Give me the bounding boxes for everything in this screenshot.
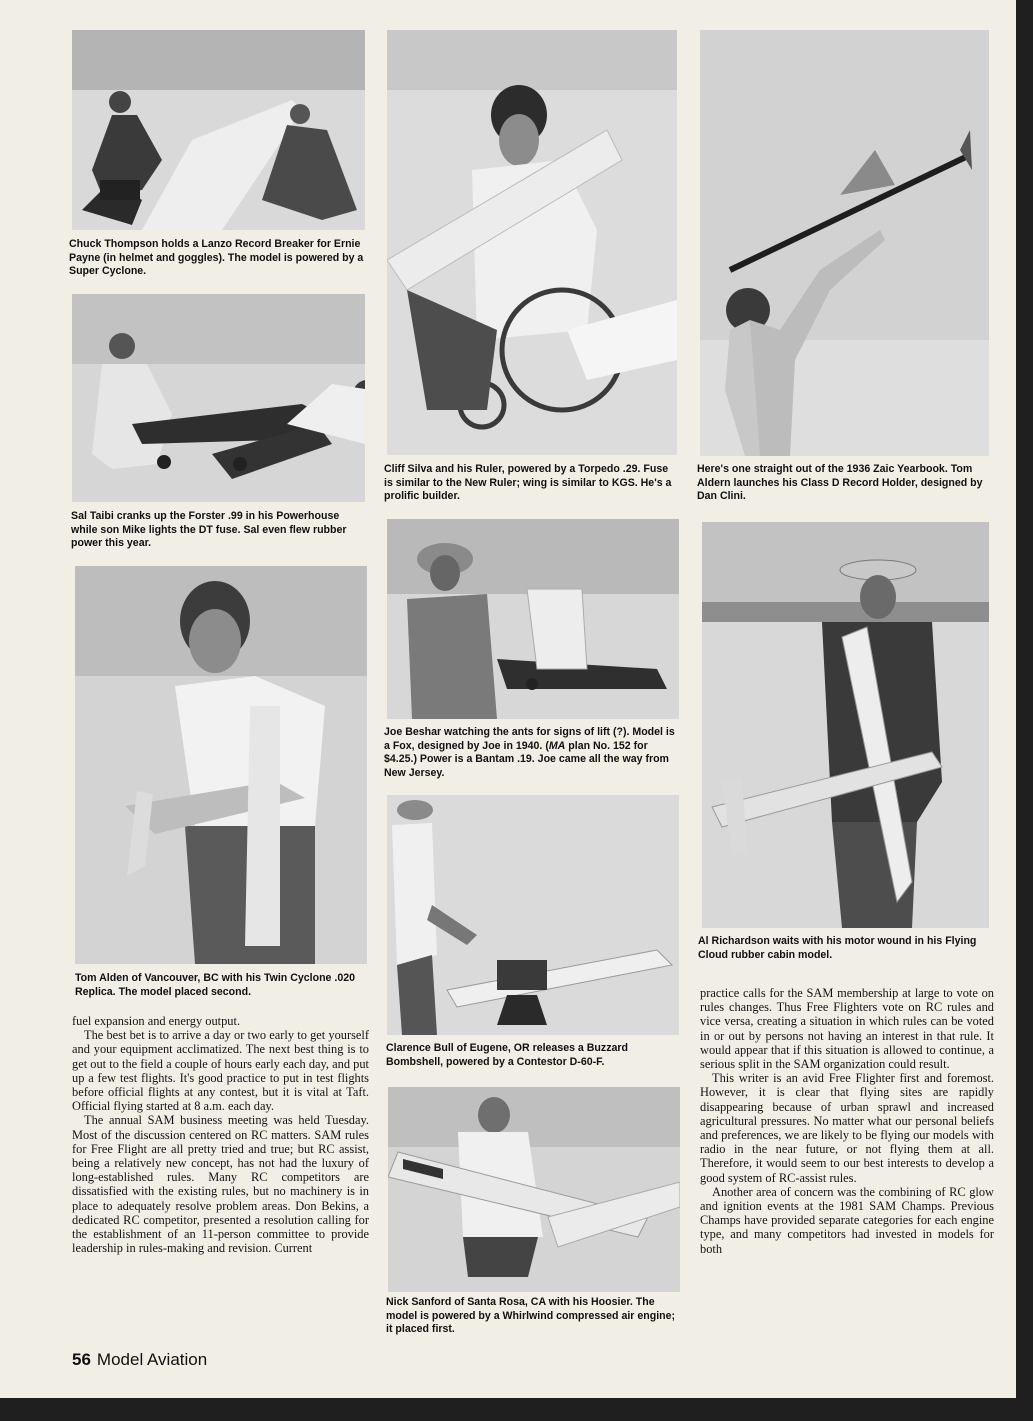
caption-joe-text-2: plan No. 152 for $4.25.) Power is a Bantam .19. Joe came all the way from New Jersey. (384, 739, 669, 779)
photo-cliff-silva (387, 30, 677, 455)
article-paragraph: Another area of concern was the combining of RC glow and ignition events at the 1981 SAM Champs. Previous Champs have provided separate categories for each engine type, and many competitors had invested in models for both (700, 1184, 994, 1256)
article-paragraph: The best bet is to arrive a day or two early to get yourself and your equipment acclimatized. The next best thing is to get out to the field a couple of hours early each day, and put up a few test flights. It's good practice to put in test flights before official flights at any contest, but it is vital at Taft. Official flying started at 8 a.m. each day. (72, 1028, 369, 1114)
article-paragraph: fuel expansion and energy output. (72, 1014, 241, 1028)
photo-joe-beshar (387, 519, 679, 719)
photo-zaic-yearbook (700, 30, 989, 456)
caption-clarence-bull: Clarence Bull of Eugene, OR releases a Buzzard Bombshell, powered by a Contestor D-60-F. (386, 1042, 628, 1068)
photo-chuck-thompson (72, 30, 365, 230)
photo-nick-sanford (388, 1087, 680, 1292)
article-paragraph: The annual SAM business meeting was held Tuesday. Most of the discussion centered on RC matters. SAM rules for Free Flight are all pretty tried and true; but RC assist, being a relatively new concept, has not had the luxury of long-established rules. Many RC competitors are dissatisfied with the existing rules, but no machinery is in place to adequately resolve problem areas. Don Bekins, a dedicated RC competitor, presented a resolution calling for the establishment of an 11-person committee to provide leadership in rules-making and revision. Current (72, 1113, 369, 1256)
article-paragraph: practice calls for the SAM membership at large to vote on rules changes. Thus Free Flighters vote on RC rules and vice versa, creating a situation in which rules can be voted in or out by persons not having an interest in that rule. It would appear that if this situation is allowed to continue, a serious split in the SAM organization could result. (700, 986, 994, 1072)
article-text-left (72, 1014, 369, 1255)
caption-joe-beshar (384, 726, 679, 780)
photo-al-richardson (702, 522, 989, 928)
caption-cliff-silva: Cliff Silva and his Ruler, powered by a Torpedo .29. Fuse is similar to the New Ruler; wing is similar to KGS. He's a prolific builder. (384, 463, 672, 503)
caption-sal-taibi: Sal Taibi cranks up the Forster .99 in his Powerhouse while son Mike lights the DT fuse. Sal even flew rubber power this year. (71, 510, 347, 550)
photo-sal-taibi (72, 294, 365, 502)
caption-tom-alden: Tom Alden of Vancouver, BC with his Twin Cyclone .020 Replica. The model placed second. (75, 972, 355, 998)
article-paragraph: This writer is an avid Free Flighter first and foremost. However, it is clear that flying sites are rapidly disappearing because of urban sprawl and increased agricultural pressures. No matter what our personal beliefs and preferences, we are likely to be flying our models with radio in the near future, or not flying them at all. Therefore, it would seem to our best interests to develop a good system of RC-assist rules. (700, 1071, 994, 1185)
photo-tom-alden (75, 566, 367, 964)
page-footer (72, 1350, 207, 1370)
caption-al-richardson: Al Richardson waits with his motor wound in his Flying Cloud rubber cabin model. (698, 935, 977, 961)
page-number: 56 (72, 1350, 91, 1369)
photo-clarence-bull (387, 795, 679, 1035)
caption-joe-text-1: Joe Beshar watching the ants for signs of lift (?). Model is a Fox, designed by Joe in 1940. ( (384, 726, 675, 752)
caption-joe-italic: MA (548, 739, 566, 752)
caption-chuck-thompson: Chuck Thompson holds a Lanzo Record Breaker for Ernie Payne (in helmet and goggles). The model is powered by a Super Cyclone. (69, 238, 364, 278)
article-text-right (700, 986, 994, 1256)
magazine-name: Model Aviation (96, 1350, 208, 1369)
caption-zaic-yearbook: Here's one straight out of the 1936 Zaic Yearbook. Tom Aldern launches his Class D Record Holder, designed by Dan Clini. (697, 463, 983, 503)
caption-nick-sanford: Nick Sanford of Santa Rosa, CA with his Hoosier. The model is powered by a Whirlwind compressed air engine; it placed first. (386, 1296, 676, 1336)
